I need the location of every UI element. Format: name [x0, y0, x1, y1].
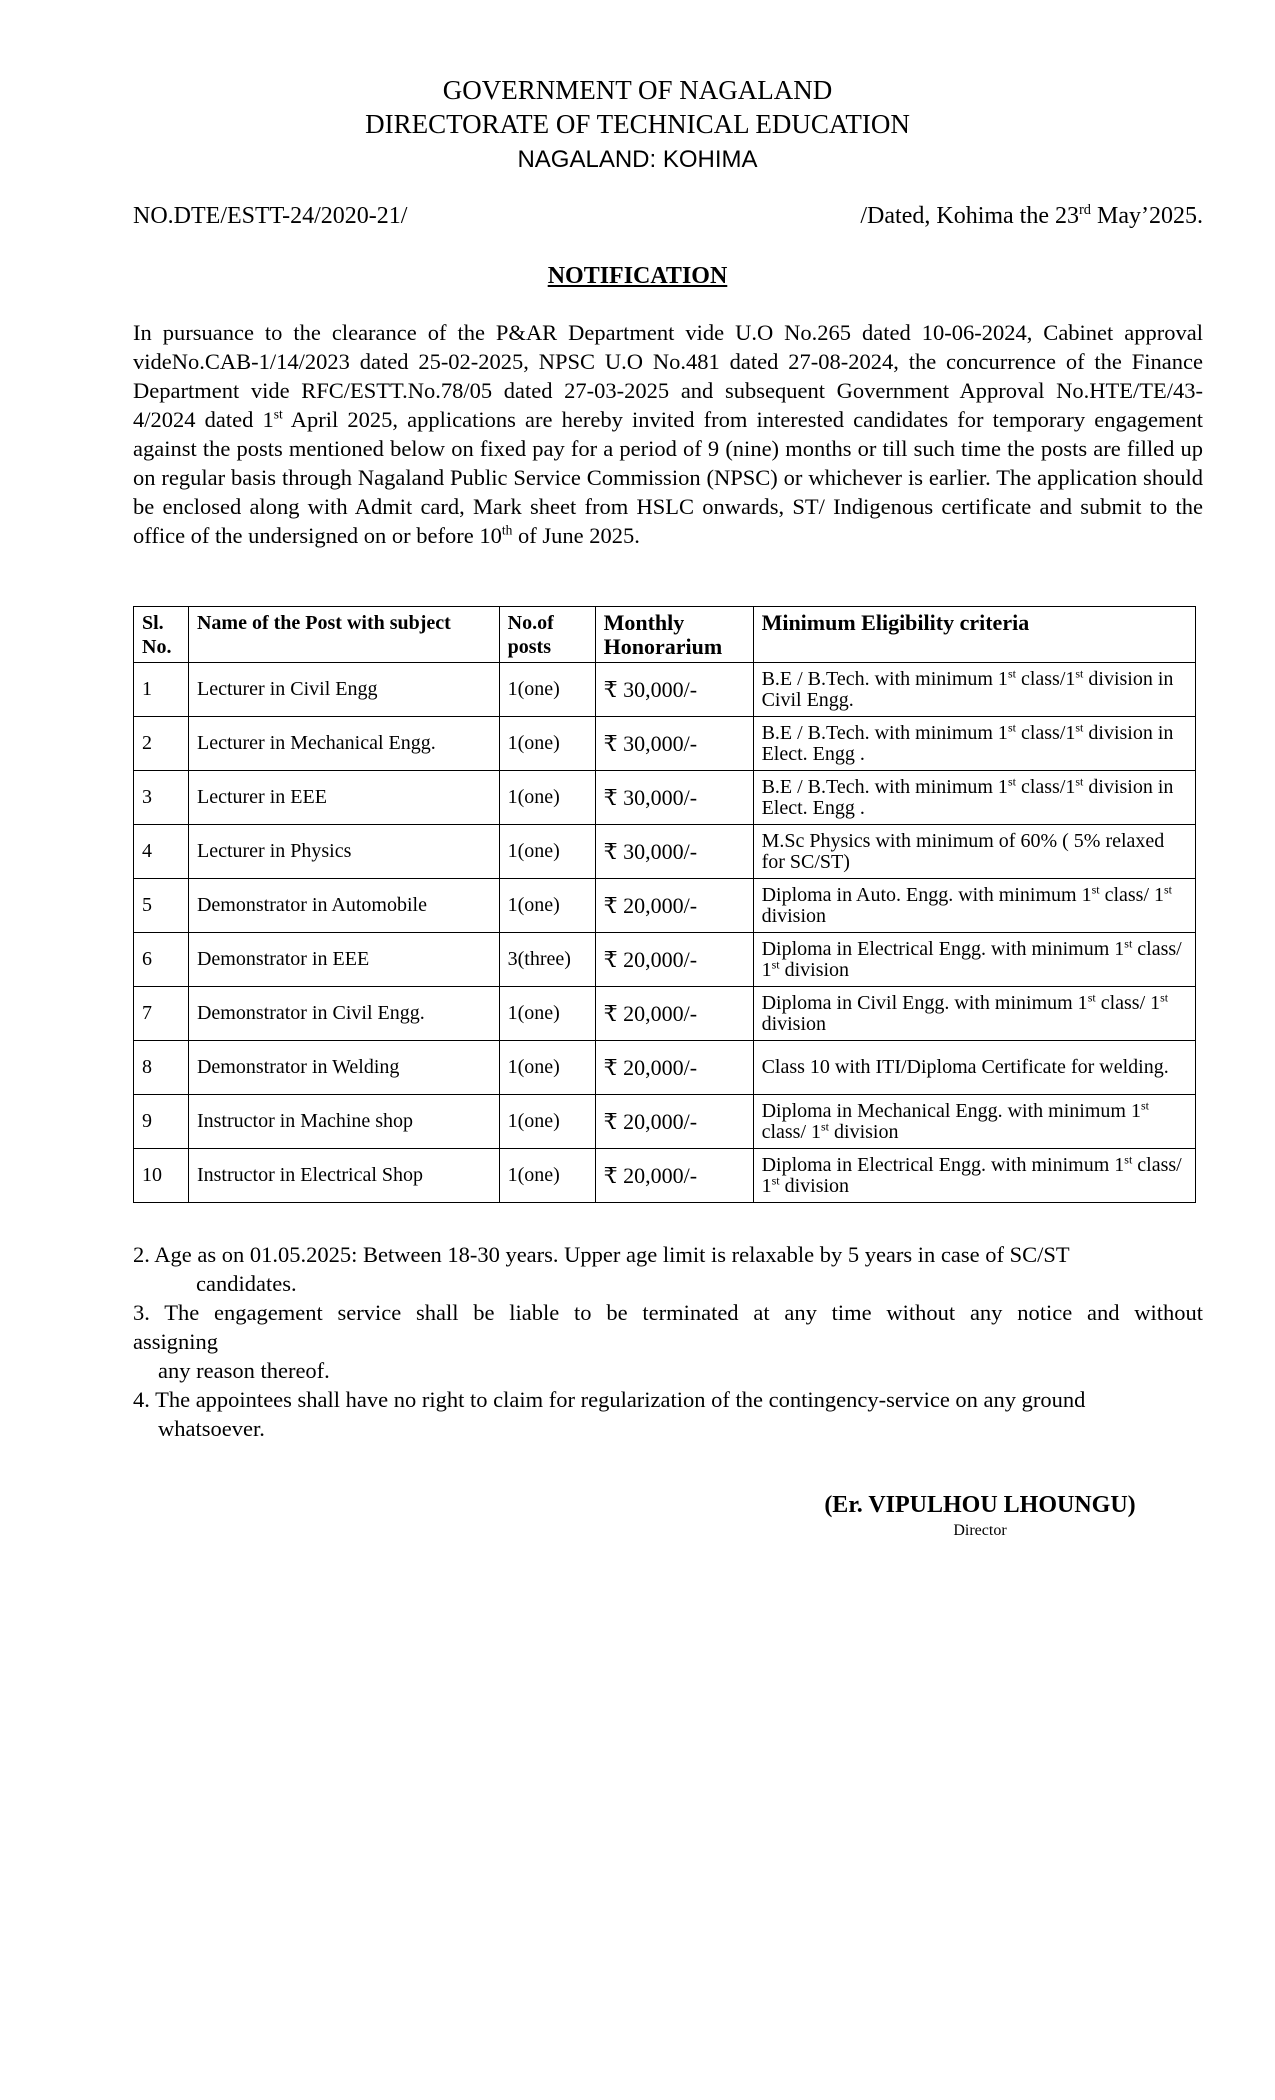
- condition-2-cont: candidates.: [196, 1271, 297, 1296]
- cell-sl-no: 1: [134, 663, 189, 717]
- header-location: NAGALAND: KOHIMA: [517, 146, 758, 173]
- cell-eligibility: Diploma in Mechanical Engg. with minimum 1st class/ 1st division: [753, 1095, 1195, 1149]
- condition-3: 3. The engagement service shall be liable to be terminated at any time without any notice and without: [133, 1300, 1203, 1325]
- cell-post-name: Instructor in Electrical Shop: [188, 1149, 499, 1203]
- header-no-of-posts: No.of posts: [499, 607, 595, 663]
- cell-eligibility: Class 10 with ITI/Diploma Certificate for welding.: [753, 1041, 1195, 1095]
- cell-post-name: Instructor in Machine shop: [188, 1095, 499, 1149]
- header-sl-no: Sl. No.: [134, 607, 189, 663]
- table-row: [134, 1095, 1196, 1149]
- header-government: GOVERNMENT OF NAGALAND: [442, 75, 833, 105]
- reference-date: /Dated, Kohima the 23rd May’2025.: [860, 202, 1203, 229]
- cell-honorarium: ₹ 20,000/-: [595, 933, 753, 987]
- cell-post-name: Lecturer in Physics: [188, 825, 499, 879]
- cell-post-name: Lecturer in Mechanical Engg.: [188, 717, 499, 771]
- table-header-row: [134, 607, 1196, 663]
- table-row: [134, 825, 1196, 879]
- cell-no-of-posts: 1(one): [499, 663, 595, 717]
- cell-eligibility: Diploma in Auto. Engg. with minimum 1st class/ 1st division: [753, 879, 1195, 933]
- table-row: [134, 879, 1196, 933]
- condition-4-cont: whatsoever.: [158, 1416, 265, 1441]
- cell-no-of-posts: 1(one): [499, 771, 595, 825]
- conditions-list: [133, 1240, 1203, 1443]
- cell-post-name: Demonstrator in Civil Engg.: [188, 987, 499, 1041]
- cell-honorarium: ₹ 20,000/-: [595, 1149, 753, 1203]
- condition-2: 2. Age as on 01.05.2025: Between 18-30 years. Upper age limit is relaxable by 5 years in case of SC/ST: [133, 1242, 1070, 1267]
- cell-post-name: Lecturer in EEE: [188, 771, 499, 825]
- cell-post-name: Demonstrator in Welding: [188, 1041, 499, 1095]
- cell-honorarium: ₹ 20,000/-: [595, 879, 753, 933]
- cell-no-of-posts: 3(three): [499, 933, 595, 987]
- cell-no-of-posts: 1(one): [499, 1149, 595, 1203]
- cell-sl-no: 2: [134, 717, 189, 771]
- cell-eligibility: M.Sc Physics with minimum of 60% ( 5% relaxed for SC/ST): [753, 825, 1195, 879]
- table-row: [134, 663, 1196, 717]
- cell-eligibility: Diploma in Electrical Engg. with minimum 1st class/ 1st division: [753, 933, 1195, 987]
- table-row: [134, 717, 1196, 771]
- table-row: [134, 1041, 1196, 1095]
- cell-sl-no: 6: [134, 933, 189, 987]
- reference-number: NO.DTE/ESTT-24/2020-21/: [133, 203, 408, 229]
- cell-eligibility: B.E / B.Tech. with minimum 1st class/1st division in Civil Engg.: [753, 663, 1195, 717]
- table-row: [134, 771, 1196, 825]
- cell-no-of-posts: 1(one): [499, 717, 595, 771]
- table-row: [134, 933, 1196, 987]
- condition-3-cont2: any reason thereof.: [158, 1358, 330, 1383]
- cell-honorarium: ₹ 30,000/-: [595, 771, 753, 825]
- signatory-designation: Director: [953, 1522, 1007, 1539]
- cell-honorarium: ₹ 20,000/-: [595, 1041, 753, 1095]
- cell-honorarium: ₹ 20,000/-: [595, 1095, 753, 1149]
- table-row: [134, 987, 1196, 1041]
- cell-eligibility: B.E / B.Tech. with minimum 1st class/1st division in Elect. Engg .: [753, 717, 1195, 771]
- cell-sl-no: 7: [134, 987, 189, 1041]
- cell-no-of-posts: 1(one): [499, 825, 595, 879]
- cell-sl-no: 4: [134, 825, 189, 879]
- cell-post-name: Demonstrator in Automobile: [188, 879, 499, 933]
- cell-honorarium: ₹ 30,000/-: [595, 825, 753, 879]
- cell-sl-no: 5: [134, 879, 189, 933]
- cell-post-name: Lecturer in Civil Engg: [188, 663, 499, 717]
- cell-no-of-posts: 1(one): [499, 1095, 595, 1149]
- cell-honorarium: ₹ 20,000/-: [595, 987, 753, 1041]
- condition-4: 4. The appointees shall have no right to claim for regularization of the contingency-service on any ground: [133, 1387, 1086, 1412]
- cell-honorarium: ₹ 30,000/-: [595, 717, 753, 771]
- cell-post-name: Demonstrator in EEE: [188, 933, 499, 987]
- header-monthly-honorarium: Monthly Honorarium: [595, 607, 753, 663]
- cell-no-of-posts: 1(one): [499, 1041, 595, 1095]
- cell-sl-no: 3: [134, 771, 189, 825]
- notification-title: NOTIFICATION: [547, 263, 728, 289]
- cell-eligibility: Diploma in Electrical Engg. with minimum 1st class/ 1st division: [753, 1149, 1195, 1203]
- cell-eligibility: B.E / B.Tech. with minimum 1st class/1st division in Elect. Engg .: [753, 771, 1195, 825]
- cell-honorarium: ₹ 30,000/-: [595, 663, 753, 717]
- table-row: [134, 1149, 1196, 1203]
- cell-sl-no: 8: [134, 1041, 189, 1095]
- notification-paragraph: In pursuance to the clearance of the P&AR Department vide U.O No.265 dated 10-06-2024, Cabinet approval videNo.CAB-1/14/2023 dated 25-02-2025, NPSC U.O No.481 dated 27-08-2024, the concurrence of the Finance Department vide RFC/ESTT.No.78/05 dated 27-03-2025 and subsequent Government Approval No.HTE/TE/43-4/2024 dated 1st April 2025, applications are hereby invited from interested candidates for temporary engagement against the posts mentioned below on fixed pay for a period of 9 (nine) months or till such time the posts are filled up on regular basis through Nagaland Public Service Commission (NPSC) or whichever is earlier. The application should be enclosed along with Admit card, Mark sheet from HSLC onwards, ST/ Indigenous certificate and submit to the office of the undersigned on or before 10th of June 2025.: [133, 320, 1203, 548]
- cell-sl-no: 9: [134, 1095, 189, 1149]
- cell-eligibility: Diploma in Civil Engg. with minimum 1st class/ 1st division: [753, 987, 1195, 1041]
- header-post-name: Name of the Post with subject: [188, 607, 499, 663]
- cell-no-of-posts: 1(one): [499, 879, 595, 933]
- cell-no-of-posts: 1(one): [499, 987, 595, 1041]
- header-directorate: DIRECTORATE OF TECHNICAL EDUCATION: [365, 109, 910, 139]
- cell-sl-no: 10: [134, 1149, 189, 1203]
- header-eligibility: Minimum Eligibility criteria: [753, 607, 1195, 663]
- posts-table: [133, 606, 1196, 1203]
- signatory-name: (Er. VIPULHOU LHOUNGU): [824, 1492, 1136, 1518]
- condition-3-cont: assigning: [133, 1329, 219, 1354]
